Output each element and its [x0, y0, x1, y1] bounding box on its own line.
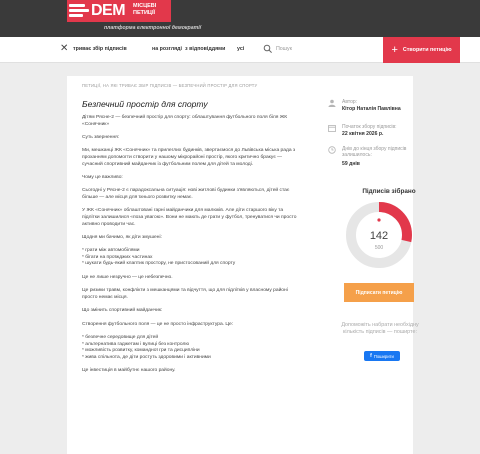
petition-body — [82, 115, 302, 382]
clock-icon — [328, 146, 336, 154]
tab-answered[interactable]: з відповіддями — [185, 46, 226, 52]
search-icon[interactable] — [263, 44, 273, 54]
paragraph: Створення футбольного поля — це не просто інфраструктура. Це: — [82, 321, 234, 327]
user-icon — [328, 99, 336, 107]
signatures-count: 142 — [369, 230, 389, 242]
tab-all[interactable]: усі — [237, 46, 245, 52]
logo-text: DEM — [91, 2, 126, 19]
calendar-icon — [328, 124, 336, 132]
paragraph: Це інвестиція в майбутнє нашого району. — [82, 368, 176, 374]
paragraph: Сьогодні у Рясне-2 є парадоксальна ситуація: нові житлові будинки з'являються, дітей стає більше — але місця для їхнього розвитку немає. — [82, 188, 290, 200]
breadcrumb[interactable]: ПЕТИЦІЇ, НА ЯКІ ТРИВАЄ ЗБІР ПІДПИСІВ — БЕЗПЕЧНИЙ ПРОСТІР ДЛЯ СПОРТУ — [82, 83, 258, 88]
paragraph: Щодня ми бачимо, як діти змушені: — [82, 234, 162, 240]
days-left-value: 59 днів — [342, 161, 360, 167]
facebook-icon: f — [370, 353, 372, 359]
paragraph: Це ризики травм, конфлікти з мешканцями та відчуття, що для підлітків у власному районі просто немає місця. — [82, 288, 288, 300]
sign-petition-button[interactable]: Підписати петицію — [344, 283, 414, 302]
paragraph: Це не лише незручно — це небезпечно. — [82, 274, 173, 280]
top-header — [0, 0, 480, 37]
page-title: Безпечний простір для спорту — [82, 99, 208, 109]
bullet-list: * безпечне середовище для дітей * альтернатива гаджетам і вулиці без контролю * можливість розвитку, командної гри та дисципліни * жива спільнота, де діти ростуть здоровими і активними — [82, 335, 211, 360]
paragraph: Дітям Рясне-2 — безпечний простір для спорту: облаштування футбольного поля біля ЖК «Сонячник» — [82, 115, 288, 127]
paragraph: Чому це важливо: — [82, 174, 123, 180]
days-left-info — [328, 146, 418, 172]
tab-collecting[interactable]: триває збір підписів — [73, 46, 127, 52]
start-date-label: Початок збору підписів: — [342, 124, 397, 130]
bullet-list: * грати між автомобілями * бігати на проїжджих частинах * шукати будь-який клаптик простору, не пристосований для спорту — [82, 248, 236, 267]
search-input[interactable]: Пошук — [276, 46, 292, 52]
paragraph: Суть звернення: — [82, 134, 120, 140]
facebook-share-button[interactable] — [364, 351, 400, 361]
tab-under-review[interactable]: на розгляді — [152, 46, 183, 52]
signatures-title: Підписів зібрано — [362, 188, 416, 195]
close-icon[interactable]: ✕ — [60, 43, 69, 54]
author-name: Кітор Наталія Павлівна — [342, 106, 401, 112]
days-left-label: Днів до кінця збору підписів залишилось: — [342, 146, 407, 158]
logo-subtitle — [133, 3, 156, 16]
author-info — [328, 99, 418, 119]
share-label: Поширити — [373, 353, 394, 359]
paragraph: Що змінить спортивний майданчик: — [82, 308, 163, 314]
signatures-target: 500 — [374, 245, 384, 251]
author-label: Автор: — [342, 99, 358, 105]
start-date-value: 22 квітня 2026 р. — [342, 131, 384, 137]
share-help-text: Допоможiть набрати необхiдну кiлькiсть пiдписiв — поширте: — [341, 322, 419, 335]
paragraph: У ЖК «Сонячник» облаштовані гарні майданчики для малюків. Але діти старшого віку та підлітки залишилися «поза увагою». Вони не мають де грати у футбол, тренуватися чи просто активно проводити час. — [82, 208, 297, 227]
tagline: платформа електронної демократії — [104, 25, 202, 31]
site-logo[interactable] — [67, 0, 171, 22]
gauge-marker — [377, 218, 380, 221]
logo-subtitle-line2: ПЕТИЦІЇ — [133, 9, 155, 16]
petition-filter-nav — [0, 37, 480, 63]
create-petition-label: Створити петицію — [402, 47, 452, 53]
plus-icon: + — [391, 43, 398, 56]
create-petition-button[interactable] — [383, 37, 460, 63]
paragraph: Ми, мешканці ЖК «Сонячник» та прилеглих будинків, звертаємося до Львівська міська рада з проханням допомогти створити у нашому мікрорайоні простір, якого критично бракує — сучасний спортивний майданчик із футбольним полем для дітей та молоді. — [82, 148, 296, 167]
logo-subtitle-line1: МІСЦЕВІ — [133, 3, 157, 9]
start-date-info — [328, 124, 418, 144]
logo-mark-icon — [69, 3, 91, 17]
